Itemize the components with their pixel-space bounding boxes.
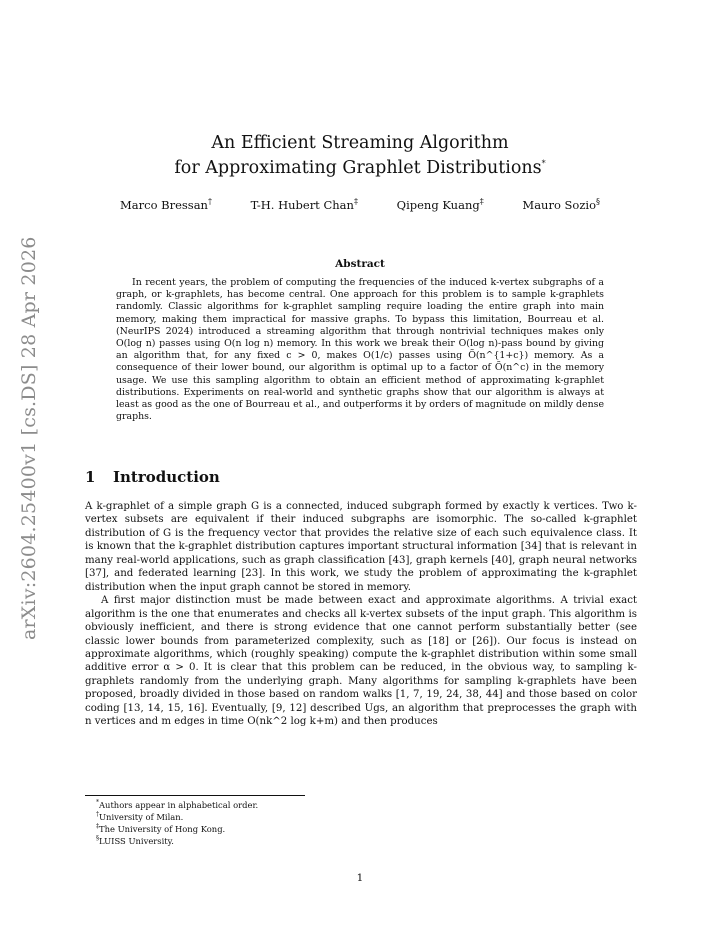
author: Marco Bressan† xyxy=(120,197,212,212)
introduction-body xyxy=(85,500,637,729)
paper-title-line-2-text: for Approximating Graphlet Distributions xyxy=(174,158,542,178)
page-number: 1 xyxy=(356,872,364,884)
intro-paragraph: A k-graphlet of a simple graph G is a connected, induced subgraph formed by exactly k vertices. Two k-vertex subsets are equivalent if their induced subgraphs are isomorphic. The so-called k-graphlet distribution of G is the frequency vector that provides the relative size of each such equivalence class. It is known that the k-graphlet distribution captures important structural information [34] that is relevant in many real-world applications, such as graph classification [43], graph kernels [40], graph neural networks [37], and federated learning [23]. In this work, we study the problem of approximating the k-graphlet distribution when the input graph cannot be stored in memory. xyxy=(85,501,637,593)
footnote-rule xyxy=(85,795,305,796)
footnote: *Authors appear in alphabetical order. xyxy=(96,799,259,810)
paper-title-line-1: An Efficient Streaming Algorithm xyxy=(211,133,509,153)
title-footnote-mark: * xyxy=(541,159,546,169)
intro-paragraph: A first major distinction must be made between exact and approximate algorithms. A trivial exact algorithm is the one that enumerates and checks all k-vertex subsets of the input graph. This algorithm is obviously inefficient, and there is strong evidence that one cannot perform substantially better (see classic lower bounds from parameterized complexity, such as [18] or [26]). Our focus is instead on approximate algorithms, which (roughly speaking) compute the k-graphlet distribution within some small additive error α > 0. It is clear that this problem can be reduced, in the obvious way, to sampling k-graphlets randomly from the underlying graph. Many algorithms for sampling k-graphlets have been proposed, broadly divided in those based on random walks [1, 7, 19, 24, 38, 44] and those based on color coding [13, 14, 15, 16]. Eventually, [9, 12] described Ugs, an algorithm that preprocesses the graph with n vertices and m edges in time O(nk^2 log k+m) and then produces xyxy=(85,595,637,728)
section-number: 1 xyxy=(85,468,96,486)
author: T-H. Hubert Chan‡ xyxy=(250,197,358,212)
abstract-heading: Abstract xyxy=(335,258,385,270)
paper-title-line-2 xyxy=(0,158,720,178)
section-title: Introduction xyxy=(113,468,220,486)
author: Qipeng Kuang‡ xyxy=(396,197,484,212)
footnotes xyxy=(96,799,636,847)
section-heading xyxy=(85,468,645,486)
abstract-paragraph: In recent years, the problem of computing the frequencies of the induced k-vertex subgraphs of a graph, or k-graphlets, has become central. One approach for this problem is to sample k-graphlets randomly. Classic algorithms for k-graphlet sampling require loading the entire graph into main memory, making them impractical for massive graphs. To bypass this limitation, Bourreau et al. (NeurIPS 2024) introduced a streaming algorithm that through nontrivial techniques makes only O(log n) passes using O(n log n) memory. In this work we break their O(log n)-pass bound by giving an algorithm that, for any fixed c > 0, makes O(1/c) passes using Õ(n^{1+c}) memory. As a consequence of their lower bound, our algorithm is optimal up to a factor of Õ(n^c) in the memory usage. We use this sampling algorithm to obtain an efficient method of approximating k-graphlet distributions. Experiments on real-world and synthetic graphs show that our algorithm is always at least as good as the one of Bourreau et al., and outperforms it by orders of magnitude on mildly dense graphs. xyxy=(116,277,604,423)
arxiv-identifier: arXiv:2604.25400v1 [cs.DS] 28 Apr 2026 xyxy=(18,236,40,640)
abstract-body xyxy=(116,277,604,423)
footnote: §LUISS University. xyxy=(96,835,174,846)
footnote: ‡The University of Hong Kong. xyxy=(96,823,226,834)
footnote: †University of Milan. xyxy=(96,811,184,822)
author-list xyxy=(120,198,600,212)
author: Mauro Sozio§ xyxy=(522,197,600,212)
